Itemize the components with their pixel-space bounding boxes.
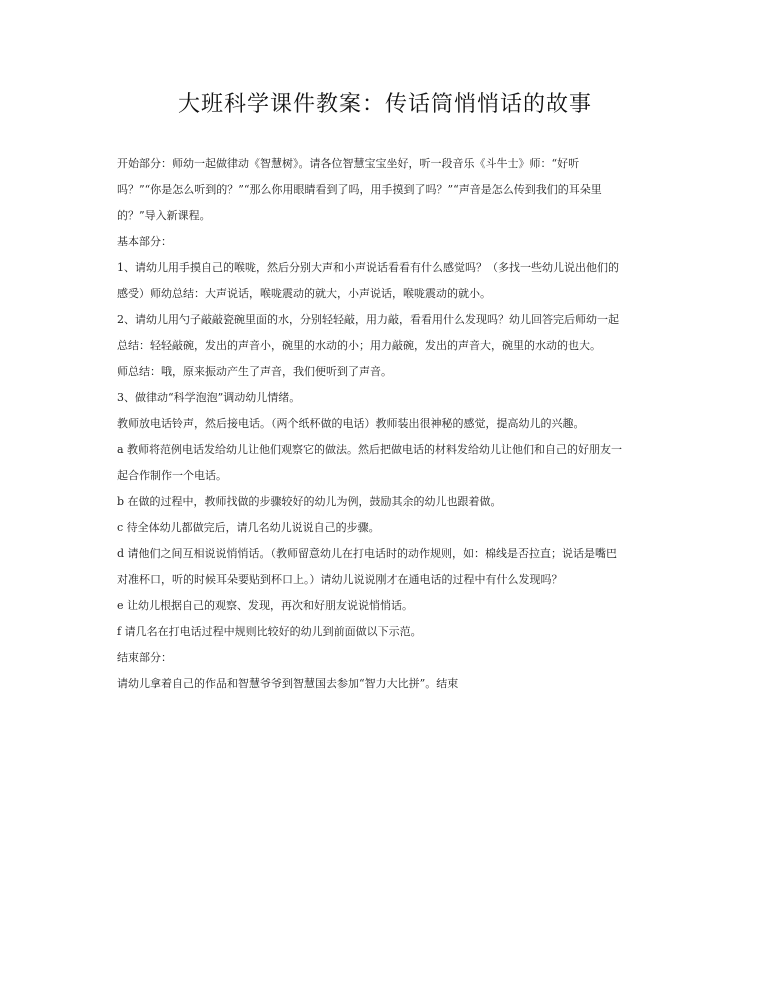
text-line: 对准杯口，听的时候耳朵要贴到杯口上。）请幼儿说说刚才在通电话的过程中有什么发现吗？ <box>117 573 563 586</box>
text-line: 总结：轻轻敲碗，发出的声音小，碗里的水动的小；用力敲碗，发出的声音大，碗里的水动的也大。 <box>117 339 601 352</box>
text-line: 请幼儿拿着自己的作品和智慧爷爷到智慧国去参加“智力大比拼”。结束 <box>117 677 459 690</box>
text-line: 起合作制作一个电话。 <box>117 469 227 482</box>
text-line: d 请他们之间互相说说悄悄话。（教师留意幼儿在打电话时的动作规则，如：棉线是否拉直；说话是嘴巴 <box>117 547 618 560</box>
text-line: 1、请幼儿用手摸自己的喉咙，然后分别大声和小声说话看看有什么感觉吗？（多找一些幼儿说出他们的 <box>117 261 619 274</box>
text-line: c 待全体幼儿都做完后，请几名幼儿说说自己的步骤。 <box>117 521 380 534</box>
text-line: 的？”导入新课程。 <box>117 209 211 222</box>
text-line: 3、做律动“科学泡泡”调动幼儿情绪。 <box>117 391 301 404</box>
section-heading: 结束部分： <box>117 651 172 664</box>
text-line: 师总结：哦，原来振动产生了声音，我们便听到了声音。 <box>117 365 392 378</box>
text-line: f 请几名在打电话过程中规则比较好的幼儿到前面做以下示范。 <box>117 625 422 638</box>
text-line: b 在做的过程中，教师找做的步骤较好的幼儿为例，鼓励其余的幼儿也跟着做。 <box>117 495 502 508</box>
text-line: 感受）师幼总结：大声说话，喉咙震动的就大，小声说话，喉咙震动的就小。 <box>117 287 491 300</box>
text-line: 吗？”“你是怎么听到的？”“那么你用眼睛看到了吗，用手摸到了吗？”“声音是怎么传到我们的耳朵里 <box>117 183 602 196</box>
text-line: 教师放电话铃声，然后接电话。（两个纸杯做的电话）教师装出很神秘的感觉，提高幼儿的兴趣。 <box>117 417 585 430</box>
section-heading: 基本部分： <box>117 235 172 248</box>
text-line: 开始部分：师幼一起做律动《智慧树》。请各位智慧宝宝坐好，听一段音乐《斗牛士》师：“好听 <box>117 157 580 170</box>
text-line: a 教师将范例电话发给幼儿让他们观察它的做法。然后把做电话的材料发给幼儿让他们和自己的好朋友一 <box>117 443 623 456</box>
document-body <box>117 151 662 697</box>
document-title: 大班科学课件教案：传话筒悄悄话的故事 <box>177 92 592 117</box>
text-line: 2、请幼儿用勺子敲敲瓷碗里面的水，分别轻轻敲，用力敲，看看用什么发现吗？幼儿回答完后师幼一起 <box>117 313 619 326</box>
text-line: e 让幼儿根据自己的观察、发现，再次和好朋友说说悄悄话。 <box>117 599 414 612</box>
